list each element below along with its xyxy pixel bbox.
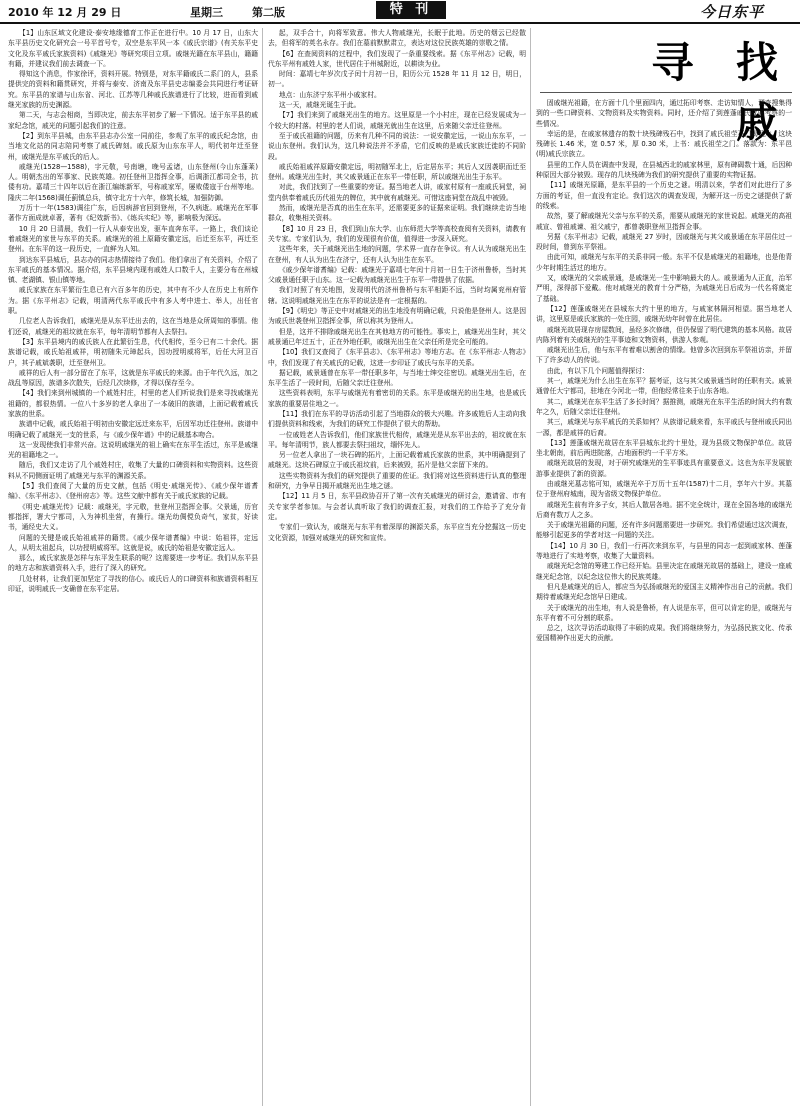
- paragraph: 然而，戚继光是否真的出生在东平，还需要更多的证据来证明。我们继续走访当地群众，收集相关资料。: [268, 204, 526, 223]
- paragraph: 故然，要了解戚继光父亲与东平的关系，需要从戚继光的家世说起。戚继光的高祖戚宣、曾祖戚谏、祖父戚宁，都曾袭职登州卫指挥佥事。: [536, 212, 792, 231]
- paragraph: 地点：山东济宁东平州小戚家村。: [278, 90, 381, 99]
- paragraph: 这些年来，关于戚继光出生地的问题，学术界一直存在争议。有人认为戚继光出生在登州，有人认为出生在济宁，还有人认为出生在东平。: [268, 245, 526, 264]
- paragraph: 时间：嘉靖七年岁次戊子闰十月初一日，阳历公元 1528 年 11 月 12 日，明日，初一。: [268, 70, 526, 89]
- paragraph: 几位老人告诉我们，戚继光是从东平迁出去的，这在当地是众所周知的事情。他们还说，戚继光的祖坟就在东平，每年清明节都有人去祭扫。: [8, 317, 258, 336]
- page-header: [0, 0, 800, 24]
- column-divider: [530, 28, 531, 1106]
- paragraph: 其三，戚继光与东平戚氏的关系如何？从族谱记载来看，东平戚氏与登州戚氏同出一源，都是戚祥的后裔。: [536, 418, 792, 437]
- edition-label: 第二版: [252, 6, 285, 19]
- paragraph: 得知这个消息，作家徐评，资料开展。特别是，对东平籍戚氏二系门的人，县系提供完的资料和籍贯研究，并将与泰安、济南及东平县史志编委会共同进行考证研究。东平县的家谱与山东省、河北、江苏等几种戚氏族谱进行了比较，进而看到戚继光家族的历史渊源。: [8, 70, 258, 110]
- paragraph: 戚祥的后人有一部分留在了东平，这就是东平戚氏的来源。由于年代久远，加之战乱等原因，族谱多次散失，后经几次续修，才得以保存至今。: [8, 368, 258, 388]
- paragraph: 【8】10 月 23 日，我们到山东大学、山东师范大学等高校查阅有关资料，请教有关专家。专家们认为，我们的发现很有价值，值得进一步深入研究。: [268, 224, 526, 243]
- paragraph: 其二，戚继光在东平生活了多长时间？据推测，戚继光在东平生活的时间大约有数年之久，后随父亲迁往登州。: [536, 397, 792, 416]
- paragraph: 【14】10 月 30 日，我们一行再次来到东平，与县里的同志一起到戚家林、莲蓬等地进行了实地考察，收集了大量资料。: [536, 541, 792, 561]
- paragraph: 《明史·戚继光传》记载：戚继光，字元敬，世登州卫指挥佥事。父景通，历官都指挥，署大宁都司，入为神机坐营，有操行。继光幼倜傥负奇气，家贫，好读书，通经史大义。: [8, 502, 258, 532]
- paragraph: 我们对照了有关地图，发现明代的济州鲁桥与东平相距不远，当时均属兖州府管辖。这说明戚继光出生在东平的说法是有一定根据的。: [268, 286, 526, 305]
- paragraph: 这些资料表明，东平与戚继光有着密切的关系。东平是戚继光的出生地，也是戚氏家族的重要居住地之一。: [268, 389, 526, 408]
- paragraph: 几处材料，让我们更加坚定了寻找的信心。戚氏后人的口碑资料和族谱资料相互印证，说明戚氏一支确曾在东平定居。: [8, 574, 258, 594]
- paragraph: 戚氏家族在东平繁衍生息已有六百多年的历史，其中有不少人在历史上有所作为。据《东平州志》记载，明清两代东平戚氏中有多人考中进士、举人，出任官职。: [8, 286, 258, 316]
- paragraph: 问题的关键是戚氏始祖戚祥的籍贯。《戚少保年谱耆编》中说：始祖祥，定远人，从明太祖起兵，以功授明威将军。这就是说，戚氏的始祖是安徽定远人。: [8, 533, 258, 552]
- paragraph: 这些实物资料为我们的研究提供了重要的佐证。我们将对这些资料进行认真的整理和研究，力争早日揭开戚继光出生地之谜。: [268, 471, 526, 491]
- paragraph: 【12】莲蓬戚继光在县城东大约十里的地方，与戚家林隔河相望。据当地老人讲，这里原是戚氏家族的一处庄园，戚继光幼年时曾在此居住。: [536, 304, 792, 324]
- paragraph: 另据《东平州志》记载，戚继光 27 岁时，因戚继光与其父戚景通在东平居住过一段时间，曾到东平祭祖。: [536, 232, 792, 252]
- paragraph: 一位戚姓老人告诉我们，他们家族世代相传，戚继光是从东平出去的，祖坟就在东平。每年清明节，族人都要去祭扫祖坟，缅怀先人。: [268, 430, 526, 449]
- paragraph: 对此，我们找到了一些重要的旁证。据当地老人讲，戚家村原有一座戚氏祠堂，祠堂内供奉着戚氏历代祖先的牌位，其中就有戚继光。可惜这座祠堂在战乱中被毁。: [268, 183, 526, 202]
- paragraph: 到达东平县城后，县志办的同志热情接待了我们。他们拿出了有关资料，介绍了东平戚氏的基本情况。据介绍，东平县境内现有戚姓人口数千人，主要分布在州城镇、老湖镇、银山镇等地。: [8, 255, 258, 285]
- paragraph: 另一位老人拿出了一块石碑的拓片，上面记载着戚氏家族的世系，其中明确提到了戚继光。这块石碑原立于戚氏祖坟前，后来被毁，拓片是他父亲留下来的。: [268, 451, 526, 470]
- paragraph: 【9】《明史》等正史中对戚继光的出生地没有明确记载，只说他是登州人。这是因为戚氏世袭登州卫指挥佥事，所以称其为登州人。: [268, 307, 526, 326]
- paragraph: 专家们一致认为，戚继光与东平有着深厚的渊源关系，东平应当充分挖掘这一历史文化资源，加强对戚继光的研究和宣传。: [268, 523, 526, 542]
- paragraph: 固戚继光祖籍，在方面十几个里面四内，通过拓印考察、走访知情人，调查搜集得到的一些口碑资料、文物资料及实物资料。同时，还介绍了到莲蓬戚氏故居考察的一些情况。: [536, 99, 792, 128]
- paragraph: 族谱中记载，戚氏始祖于明初由安徽定远迁来东平，后因军功迁往登州。族谱中明确记载了戚继光一支的世系，与《戚少保年谱》中的记载基本吻合。: [8, 420, 258, 439]
- paragraph: 由此可知，戚继光与东平的关系非同一般。东平不仅是戚继光的祖籍地，也是他青少年时期生活过的地方。: [536, 253, 792, 272]
- paragraph: 起，双手合十，向将军致意。伟大人物戚继光，长眠于此地。历史的烟云已经散去，但将军的英名永存。我们在墓前默默肃立，表达对这位民族英雄的崇敬之情。: [268, 29, 526, 48]
- paragraph: 第二天，与志会相商，当即决定，前去东平初步了解一下情况。适于东平县的戚家纪念馆，戚光的问题引起我们的注意。: [8, 111, 258, 130]
- paragraph: 幸运的是，在戚家林遗存的数十块残碑残石中，找到了戚氏祖茔石门碣残片。这块残碑长 1.46 米，宽 0.57 米，厚 0.30 米，上书：戚氏祖茔之门。落款为：东平邑(明)戚氏宗族立。: [536, 129, 792, 159]
- paragraph: 但是，这并不排除戚继光出生在其他地方的可能性。事实上，戚继光出生时，其父戚景通已年过五十，正在外地任职，戚继光出生在父亲任所是完全可能的。: [268, 327, 526, 346]
- paragraph: 由此，有以下几个问题值得探讨：: [546, 366, 649, 375]
- paragraph: 又，戚继光的父亲戚景通，是戚继光一生中影响最大的人。戚景通为人正直，治军严明，深得部下爱戴。他对戚继光的教育十分严格，为戚继光日后成为一代名将奠定了基础。: [536, 274, 792, 303]
- paragraph: 至于戚氏祖籍的问题，历来有几种不同的说法：一说安徽定远，一说山东东平，一说山东登州。我们认为，这几种说法并不矛盾，它们反映的是戚氏家族迁徙的不同阶段。: [268, 131, 526, 161]
- article-column-2: [268, 28, 526, 1108]
- newspaper-logo: 今日东平: [700, 3, 765, 21]
- paragraph: 据记载，戚景通曾在东平一带任职多年，与当地士绅交往密切。戚继光出生后，在东平生活了一段时间，后随父亲迁往登州。: [268, 368, 526, 388]
- paragraph: 【5】我们查阅了大量的历史文献，包括《明史·戚继光传》、《戚少保年谱耆编》、《东平州志》、《登州府志》等。这些文献中都有关于戚氏家族的记载。: [8, 482, 258, 501]
- paragraph: 这一天，戚继光诞生于此。: [278, 101, 361, 110]
- paragraph: 【2】到东平县城，由东平县志办公室一同前往，参观了东平的戚氏纪念馆，由当地文化站的同志陪同考察了戚氏碑刻。戚氏原为山东东平人，明代初年迁至登州，戚继光是东平戚氏的后人。: [8, 131, 258, 161]
- section-badge: 特 刊: [376, 1, 446, 19]
- paragraph: 戚继光纪念馆的筹建工作已经开始。县里决定在戚继光故居的基础上，建设一座戚继光纪念馆，以纪念这位伟大的民族英雄。: [536, 562, 792, 581]
- article-column-3: [536, 98, 792, 1108]
- issue-date: 2010 年 12 月 29 日: [8, 6, 122, 19]
- paragraph: 【4】我们来到州城镇的一个戚姓村庄，村里的老人们听说我们是来寻找戚继光祖籍的，都很热情。一位八十多岁的老人拿出了一本破旧的族谱，上面记载着戚氏家族的世系。: [8, 389, 258, 418]
- paragraph: 【10】我们又查阅了《东平县志》、《东平州志》等地方志。在《东平州志·人物志》中，我们发现了有关戚氏的记载，这进一步印证了戚氏与东平的关系。: [268, 348, 526, 367]
- paragraph: 【7】我们来到了戚继光出生的地方。这里原是一个小村庄，现在已经发展成为一个较大的村落。村里的老人们说，戚继光就出生在这里，后来随父亲迁往登州。: [268, 111, 526, 130]
- column-divider: [262, 28, 263, 1106]
- paragraph: 【3】东平县境内的戚氏族人在此繁衍生息，代代相传，至今已有二十余代。据族谱记载，戚氏始祖戚祥，明初随朱元璋起兵，因功授明威将军，后任大河卫百户，其子戚斌袭职，迁至登州卫。: [8, 337, 258, 367]
- paragraph: 戚继光生前有许多子女，其后人散居各地。据不完全统计，现在全国各地的戚继光后裔有数万人之多。: [536, 500, 792, 519]
- title-divider: [540, 92, 792, 93]
- paragraph: 戚继光(1528—1588)，字元敬，号南塘，晚号孟诸，山东登州(今山东蓬莱)人。明朝杰出的军事家、民族英雄。初任登州卫指挥佥事，后调浙江都司佥书，抗倭有功。嘉靖三十四年以后在浙江编练新军，号称戚家军，屡败倭寇于台州等地。隆庆二年(1568)调任蓟镇总兵，镇守北方十六年，修筑长城，加强防御。: [8, 162, 258, 202]
- paragraph: 【12】11 月 5 日，东平县政协召开了第一次有关戚继光的研讨会，邀请省、市有关专家学者参加。与会者认真听取了我们的调查汇报，对我们的工作给予了充分肯定。: [268, 492, 526, 521]
- paragraph: 这一发现使我们非常兴奋。这说明戚继光的祖上确实在东平生活过，东平是戚继光的祖籍地之一。: [8, 440, 258, 460]
- paragraph: 万历十一年(1583)调往广东，后因病辞官回到登州，不久病逝。戚继光在军事著作方面成就卓著，著有《纪效新书》、《练兵实纪》等，影响极为深远。: [8, 204, 258, 223]
- article-title: 寻 找 戚: [651, 38, 792, 147]
- paragraph: 关于戚继光祖籍的问题，还有许多问题需要进一步研究。我们希望通过这次调查，能够引起更多的学者对这一问题的关注。: [536, 521, 792, 540]
- paragraph: 【11】戚继光原籍，是东平县的一个历史之谜。明清以来，学者们对此进行了多方面的考证，但一直没有定论。我们这次的调查发现，为解开这一历史之谜提供了新的线索。: [536, 181, 792, 210]
- paragraph: 总之，这次寻访活动取得了丰硕的成果。我们将继续努力，为弘扬民族文化、传承爱国精神作出更大的贡献。: [536, 624, 792, 643]
- paragraph: 由戚继光墓志铭可知，戚继光卒于万历十五年(1587)十二月，享年六十岁。其墓位于登州府城南，现为省级文物保护单位。: [536, 479, 792, 499]
- paragraph: 戚氏始祖戚祥原籍安徽定远，明初随军北上，后定居东平；其后人又因袭职而迁至登州。戚继光出生时，其父戚景通正在东平一带任职，所以戚继光出生于东平。: [268, 162, 526, 182]
- paragraph: 但凡是戚继光的后人，都应当为弘扬戚继光的爱国主义精神作出自己的贡献。我们期待着戚继光纪念馆早日建成。: [536, 582, 792, 602]
- paragraph: 其一，戚继光为什么出生在东平？据考证，这与其父戚景通当时的任职有关。戚景通曾任大宁都司，驻地在今河北一带，但他经常往来于山东各地。: [536, 377, 792, 396]
- paragraph: 【13】莲蓬戚继光故居在东平县城东北约十里处，现为县级文物保护单位。故居坐北朝南，前后两进院落，占地面积约一千平方米。: [536, 438, 792, 458]
- paragraph: 【1】山东区域文化建设·泰安地缘德育工作正在进行中。10 月 17 日，山东大东平县历史文化研究会一号平首号专，双空是东平风一本《戚氏宗谱》(有关东平史文化及东平戚氏家族资料)《戚继光》等研究项目立项。戚继光籍在东平县山，籍籍有籍，并建议我们前去调查一下。: [8, 29, 258, 68]
- paragraph: 【6】在查阅资料的过程中，我们发现了一条重要线索。据《东平州志》记载，明代东平州有戚姓人家，世代居住于州城附近，以耕读为业。: [268, 49, 526, 68]
- paragraph: 关于戚继光的出生地，有人说是鲁桥，有人说是东平，但可以肯定的是，戚继光与东平有着不可分割的联系。: [536, 603, 792, 622]
- paragraph: 戚继光故居现存房屋数间，虽经多次修缮，但仍保留了明代建筑的基本风格。故居内陈列着有关戚继光的生平事迹和文物资料，供游人参观。: [536, 325, 792, 344]
- article-column-1: [8, 28, 258, 1108]
- paragraph: 戚继光故居的发现，对于研究戚继光的生平事迹具有重要意义。这也为东平发展旅游事业提供了新的资源。: [536, 459, 792, 478]
- paragraph: 随后，我们又走访了几个戚姓村庄，收集了大量的口碑资料和实物资料。这些资料从不同侧面证明了戚继光与东平的渊源关系。: [8, 461, 258, 480]
- paragraph: 《戚少保年谱耆编》记载：戚继光于嘉靖七年闰十月初一日生于济州鲁桥，当时其父戚景通任职于山东。这一记载为戚继光出生于东平一带提供了依据。: [268, 265, 526, 285]
- paragraph: 10 月 20 日清晨，我们一行人从泰安出发，驱车直奔东平。一路上，我们谈论着戚继光的家世与东平的关系。戚继光的祖上原籍安徽定远，后迁至东平，再迁至登州。在东平的这一段历史，一直鲜为人知。: [8, 224, 258, 254]
- paragraph: 戚继光出生后，他与东平有着难以割舍的情缘。他曾多次回到东平祭祖访亲，并留下了许多动人的传说。: [536, 346, 792, 365]
- issue-weekday: 星期三: [190, 6, 223, 19]
- paragraph: 【11】我们在东平的寻访活动引起了当地群众的极大兴趣。许多戚姓后人主动向我们提供资料和线索，为我们的研究工作提供了很大的帮助。: [268, 409, 526, 429]
- paragraph: 那么，戚氏家族是怎样与东平发生联系的呢？这需要进一步考证。我们从东平县的地方志和族谱资料入手，进行了深入的研究。: [8, 554, 258, 573]
- paragraph: 县里的工作人员在调查中发现，在县城西北的戚家林里，原有碑碣数十通，后因种种原因大部分被毁。现存的几块残碑为我们的研究提供了重要的实物证据。: [536, 160, 792, 180]
